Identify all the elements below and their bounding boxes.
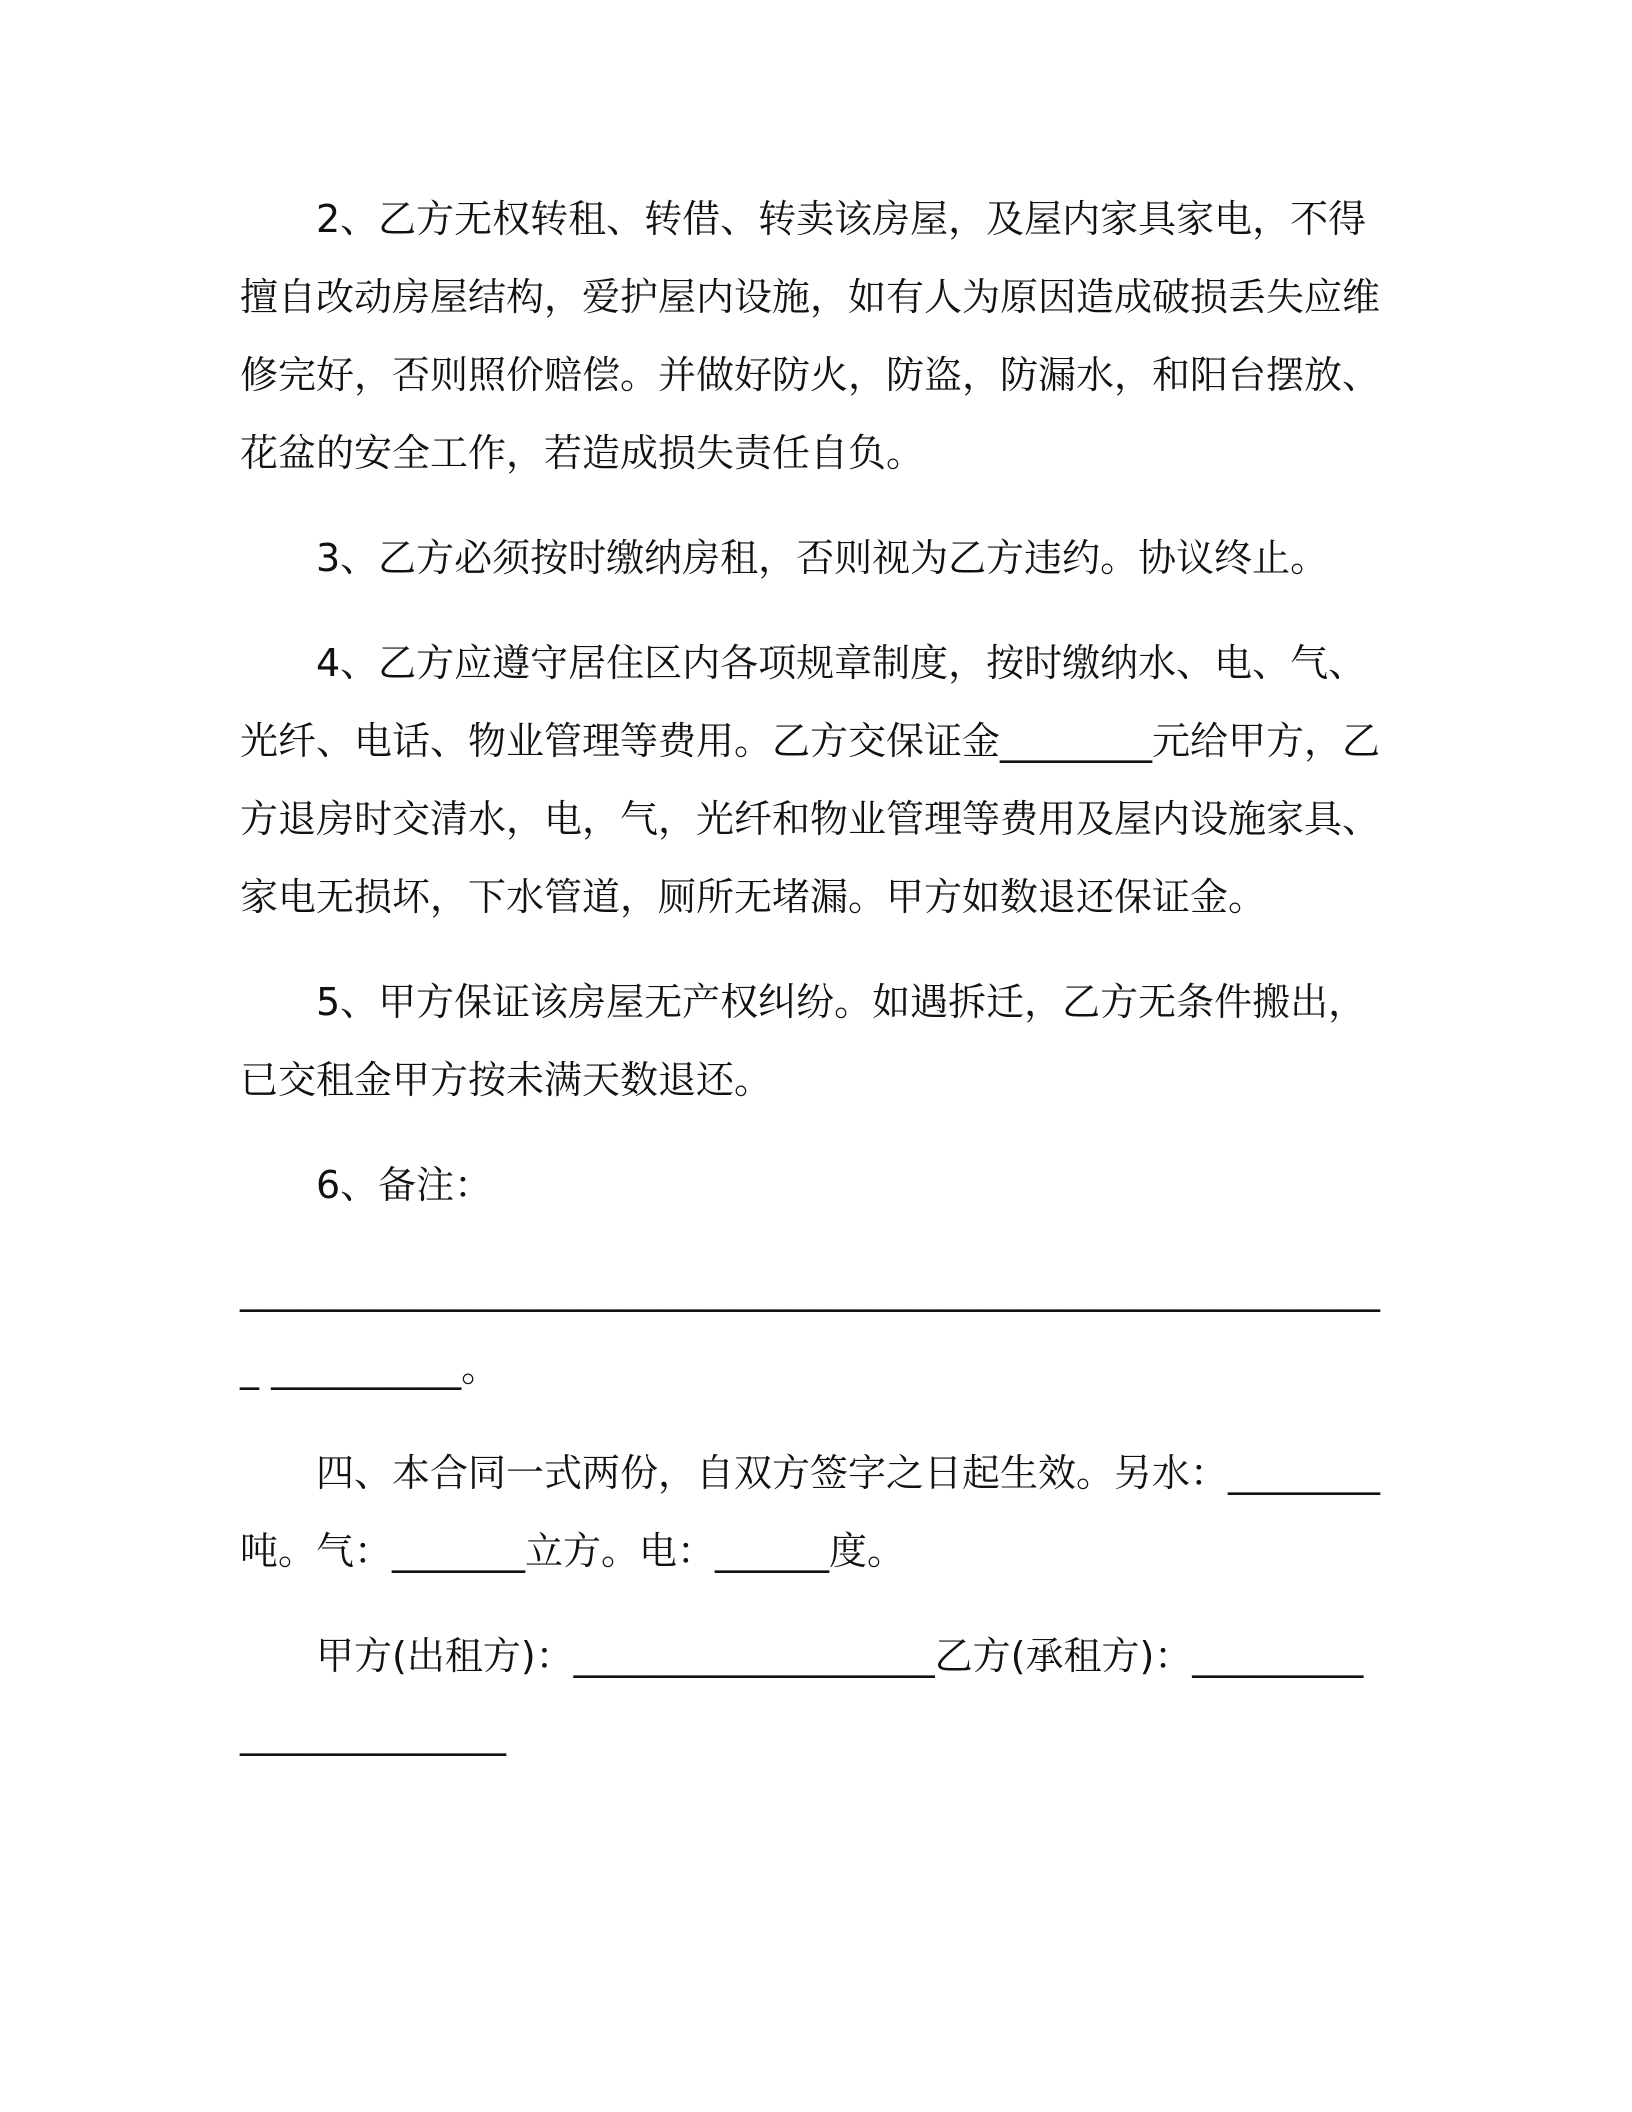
signature-line: 甲方(出租方)：___________________乙方(承租方)：_______________________: [240, 1634, 1364, 1756]
clause-4-paragraph: 4、乙方应遵守居住区内各项规章制度，按时缴纳水、电、气、光纤、电话、物业管理等费用。乙方交保证金________元给甲方，乙方退房时交清水，电，气，光纤和物业管理等费用及屋内设施家具、家电无损坏，下水管道，厕所无堵漏。甲方如数退还保证金。: [240, 641, 1381, 919]
clause-5-paragraph: 5、甲方保证该房屋无产权纠纷。如遇拆迁，乙方无条件搬出，已交租金甲方按未满天数退还。: [240, 980, 1367, 1102]
clause-four-paragraph: 四、本合同一式两份，自双方签字之日起生效。另水：________吨。气：_______立方。电：______度。: [240, 1451, 1381, 1573]
document-body: [240, 180, 1380, 1800]
clause-2-paragraph: 2、乙方无权转租、转借、转卖该房屋，及屋内家具家电，不得擅自改动房屋结构，爱护屋内设施，如有人为原因造成破损丢失应维修完好，否则照价赔偿。并做好防火，防盗，防漏水，和阳台摆放、花盆的安全工作，若造成损失责任自负。: [240, 197, 1381, 475]
clause-3-paragraph: 3、乙方必须按时缴纳房租，否则视为乙方违约。协议终止。: [316, 536, 1329, 580]
clause-6-remarks-heading: 6、备注：: [316, 1163, 493, 1207]
remarks-blank-line: _____________________________________________________________ __________。: [240, 1268, 1380, 1390]
